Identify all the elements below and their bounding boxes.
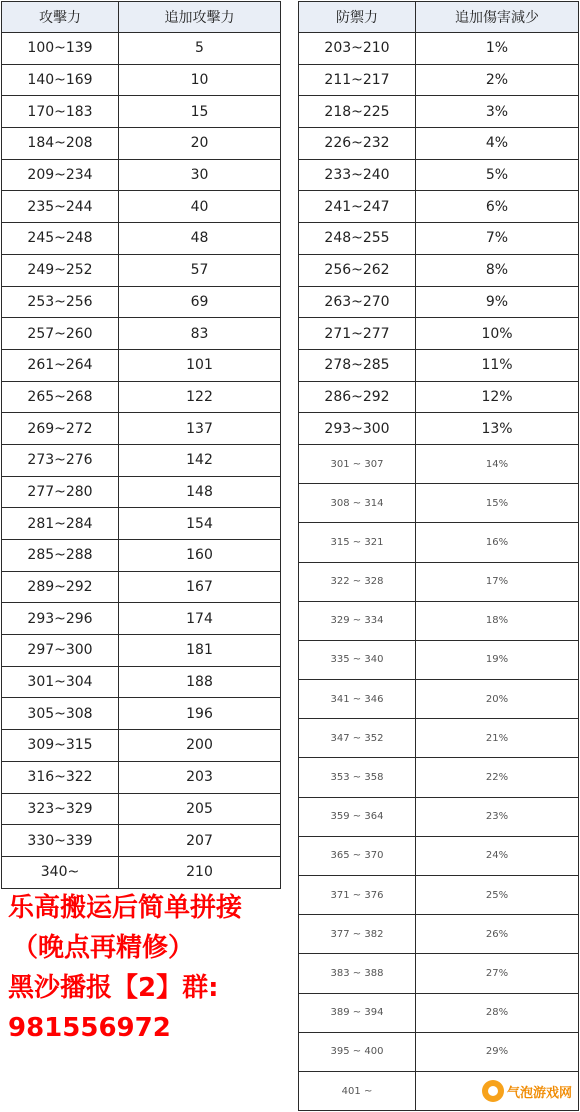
value-cell: 18%	[416, 601, 579, 640]
value-cell: 122	[119, 381, 281, 413]
table-row	[2, 666, 281, 698]
range-cell: 226~232	[299, 128, 416, 160]
value-cell: 57	[119, 254, 281, 286]
table-row	[2, 730, 281, 762]
range-cell: 329 ~ 334	[299, 601, 416, 640]
range-cell: 309~315	[2, 730, 119, 762]
value-cell: 29%	[416, 1032, 579, 1071]
announcement-line: 乐高搬运后简单拼接	[8, 893, 243, 923]
range-cell: 184~208	[2, 128, 119, 160]
range-cell: 322 ~ 328	[299, 562, 416, 601]
range-cell: 263~270	[299, 286, 416, 318]
value-cell: 13%	[416, 413, 579, 445]
range-cell: 265~268	[2, 381, 119, 413]
range-cell: 277~280	[2, 476, 119, 508]
value-cell: 2%	[416, 64, 579, 96]
value-cell: 48	[119, 223, 281, 255]
table-row	[2, 508, 281, 540]
defense-reduction-table	[298, 1, 579, 1111]
table-row	[299, 915, 579, 954]
value-cell: 24%	[416, 836, 579, 875]
range-cell: 286~292	[299, 381, 416, 413]
site-watermark	[482, 1080, 572, 1102]
table-row	[2, 318, 281, 350]
value-cell: 203	[119, 761, 281, 793]
range-cell: 278~285	[299, 349, 416, 381]
table-row	[299, 876, 579, 915]
value-cell: 23%	[416, 797, 579, 836]
value-cell: 4%	[416, 128, 579, 160]
table-row	[2, 825, 281, 857]
range-cell: 377 ~ 382	[299, 915, 416, 954]
value-cell: 10	[119, 64, 281, 96]
range-cell: 248~255	[299, 223, 416, 255]
value-cell: 1%	[416, 33, 579, 65]
table-row	[2, 128, 281, 160]
table-row	[2, 254, 281, 286]
range-cell: 308 ~ 314	[299, 484, 416, 523]
range-cell: 293~300	[299, 413, 416, 445]
range-cell: 256~262	[299, 254, 416, 286]
range-cell: 281~284	[2, 508, 119, 540]
table-row	[2, 223, 281, 255]
bonus-attack-column-header: 追加攻擊力	[119, 2, 281, 33]
table-row	[2, 761, 281, 793]
range-cell: 323~329	[2, 793, 119, 825]
value-cell: 205	[119, 793, 281, 825]
table-row	[2, 476, 281, 508]
value-cell: 154	[119, 508, 281, 540]
table-row	[299, 96, 579, 128]
table-row	[299, 797, 579, 836]
value-cell: 30	[119, 159, 281, 191]
value-cell: 181	[119, 635, 281, 667]
range-cell: 269~272	[2, 413, 119, 445]
range-cell: 241~247	[299, 191, 416, 223]
value-cell: 19%	[416, 640, 579, 679]
announcement-line: （晚点再精修）	[12, 933, 195, 963]
value-cell: 12%	[416, 381, 579, 413]
table-row	[299, 836, 579, 875]
range-cell: 249~252	[2, 254, 119, 286]
table-row	[2, 444, 281, 476]
table-row	[299, 562, 579, 601]
table-row	[299, 758, 579, 797]
value-cell: 167	[119, 571, 281, 603]
table-row	[299, 191, 579, 223]
range-cell: 330~339	[2, 825, 119, 857]
range-cell: 316~322	[2, 761, 119, 793]
value-cell: 101	[119, 349, 281, 381]
value-cell: 69	[119, 286, 281, 318]
value-cell: 5	[119, 33, 281, 65]
range-cell: 245~248	[2, 223, 119, 255]
range-cell: 261~264	[2, 349, 119, 381]
value-cell: 6%	[416, 191, 579, 223]
table-row	[2, 349, 281, 381]
table-row	[2, 96, 281, 128]
range-cell: 233~240	[299, 159, 416, 191]
table-row	[299, 680, 579, 719]
table-row	[2, 64, 281, 96]
value-cell: 25%	[416, 876, 579, 915]
table-row	[299, 33, 579, 65]
attack-column-header: 攻擊力	[2, 2, 119, 33]
value-cell: 10%	[416, 318, 579, 350]
range-cell: 297~300	[2, 635, 119, 667]
range-cell: 271~277	[299, 318, 416, 350]
value-cell: 14%	[416, 444, 579, 483]
value-cell: 9%	[416, 286, 579, 318]
range-cell: 289~292	[2, 571, 119, 603]
range-cell: 301~304	[2, 666, 119, 698]
table-row	[299, 286, 579, 318]
table-row	[299, 523, 579, 562]
table-row	[299, 381, 579, 413]
table-row	[2, 793, 281, 825]
range-cell: 335 ~ 340	[299, 640, 416, 679]
table-row	[2, 413, 281, 445]
range-cell: 100~139	[2, 33, 119, 65]
table-row	[2, 603, 281, 635]
range-cell: 170~183	[2, 96, 119, 128]
range-cell: 293~296	[2, 603, 119, 635]
range-cell: 273~276	[2, 444, 119, 476]
value-cell: 160	[119, 540, 281, 572]
range-cell: 209~234	[2, 159, 119, 191]
table-row	[299, 128, 579, 160]
value-cell: 40	[119, 191, 281, 223]
table-row	[2, 381, 281, 413]
table-row	[299, 993, 579, 1032]
range-cell: 235~244	[2, 191, 119, 223]
table-header-row	[299, 2, 579, 33]
range-cell: 395 ~ 400	[299, 1032, 416, 1071]
range-cell: 359 ~ 364	[299, 797, 416, 836]
value-cell: 15%	[416, 484, 579, 523]
range-cell: 383 ~ 388	[299, 954, 416, 993]
table-row	[299, 484, 579, 523]
value-cell: 174	[119, 603, 281, 635]
range-cell: 389 ~ 394	[299, 993, 416, 1032]
range-cell: 353 ~ 358	[299, 758, 416, 797]
value-cell: 142	[119, 444, 281, 476]
range-cell: 371 ~ 376	[299, 876, 416, 915]
value-cell: 27%	[416, 954, 579, 993]
announcement-line: 黑沙播报【2】群:	[8, 973, 219, 1003]
bubble-logo-icon	[482, 1080, 504, 1102]
table-row	[2, 159, 281, 191]
range-cell: 315 ~ 321	[299, 523, 416, 562]
range-cell: 218~225	[299, 96, 416, 128]
range-cell: 285~288	[2, 540, 119, 572]
table-row	[2, 286, 281, 318]
table-row	[299, 719, 579, 758]
table-row	[299, 318, 579, 350]
table-row	[299, 254, 579, 286]
table-row	[299, 223, 579, 255]
value-cell: 83	[119, 318, 281, 350]
table-row	[2, 571, 281, 603]
range-cell: 305~308	[2, 698, 119, 730]
range-cell: 203~210	[299, 33, 416, 65]
value-cell: 196	[119, 698, 281, 730]
range-cell: 211~217	[299, 64, 416, 96]
range-cell: 401 ~	[299, 1071, 416, 1110]
range-cell: 140~169	[2, 64, 119, 96]
table-row	[2, 540, 281, 572]
table-row	[299, 349, 579, 381]
table-row	[299, 601, 579, 640]
range-cell: 365 ~ 370	[299, 836, 416, 875]
table-row	[299, 954, 579, 993]
range-cell: 257~260	[2, 318, 119, 350]
table-row	[2, 635, 281, 667]
value-cell: 200	[119, 730, 281, 762]
value-cell: 20%	[416, 680, 579, 719]
value-cell: 20	[119, 128, 281, 160]
value-cell: 11%	[416, 349, 579, 381]
defense-column-header: 防禦力	[299, 2, 416, 33]
value-cell: 188	[119, 666, 281, 698]
value-cell: 7%	[416, 223, 579, 255]
value-cell: 148	[119, 476, 281, 508]
value-cell: 210	[119, 856, 281, 888]
value-cell: 21%	[416, 719, 579, 758]
range-cell: 347 ~ 352	[299, 719, 416, 758]
table-row	[2, 698, 281, 730]
table-row	[299, 640, 579, 679]
value-cell: 15	[119, 96, 281, 128]
table-row	[2, 191, 281, 223]
table-header-row	[2, 2, 281, 33]
table-row	[299, 64, 579, 96]
table-row	[2, 33, 281, 65]
value-cell: 3%	[416, 96, 579, 128]
value-cell: 137	[119, 413, 281, 445]
value-cell: 26%	[416, 915, 579, 954]
value-cell: 22%	[416, 758, 579, 797]
table-row	[299, 1032, 579, 1071]
value-cell: 16%	[416, 523, 579, 562]
range-cell: 253~256	[2, 286, 119, 318]
watermark-text: 气泡游戏网	[506, 1085, 572, 1101]
attack-bonus-table	[1, 1, 281, 889]
range-cell: 341 ~ 346	[299, 680, 416, 719]
table-row	[299, 159, 579, 191]
announcement-text	[8, 888, 292, 1048]
value-cell: 8%	[416, 254, 579, 286]
value-cell: 28%	[416, 993, 579, 1032]
announcement-line: 981556972	[8, 1013, 171, 1043]
value-cell: 207	[119, 825, 281, 857]
value-cell: 17%	[416, 562, 579, 601]
range-cell: 301 ~ 307	[299, 444, 416, 483]
range-cell: 340~	[2, 856, 119, 888]
table-row	[2, 856, 281, 888]
value-cell: 5%	[416, 159, 579, 191]
table-row	[299, 444, 579, 483]
table-row	[299, 413, 579, 445]
damage-reduction-column-header: 追加傷害減少	[416, 2, 579, 33]
